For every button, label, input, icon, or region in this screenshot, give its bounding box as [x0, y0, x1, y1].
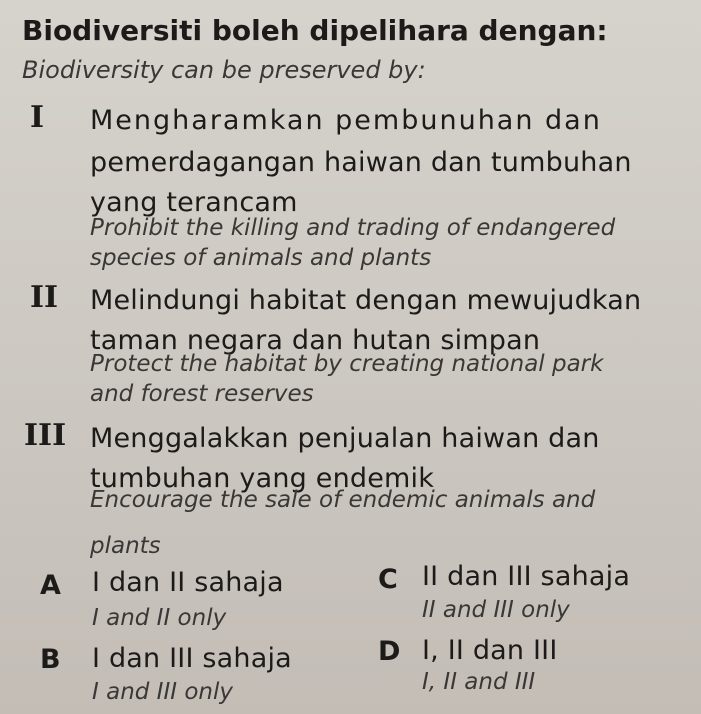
option-b-ms[interactable]: I dan III sahaja: [92, 643, 292, 674]
statement-3-ms-line-1: Menggalakkan penjualan haiwan dan: [90, 423, 600, 454]
statement-numeral-3: III: [24, 418, 67, 453]
option-c-ms[interactable]: II dan III sahaja: [422, 561, 631, 592]
statement-numeral-1: I: [30, 100, 45, 135]
statement-3-en-line-1: Encourage the sale of endemic animals and: [90, 487, 596, 513]
option-a-letter[interactable]: A: [40, 570, 61, 601]
option-b-letter[interactable]: B: [40, 644, 61, 675]
option-d-ms[interactable]: I, II dan III: [422, 635, 558, 666]
statement-numeral-2: II: [30, 280, 59, 315]
statement-1-en-line-2: species of animals and plants: [90, 245, 432, 271]
statement-2-en-line-2: and forest reserves: [90, 381, 314, 407]
statement-1-ms-line-2: pemerdagangan haiwan dan tumbuhan: [90, 147, 632, 178]
option-d-en[interactable]: I, II and III: [422, 669, 536, 695]
option-a-ms[interactable]: I dan II sahaja: [92, 567, 284, 598]
question-title-ms: Biodiversiti boleh dipelihara dengan:: [22, 14, 608, 47]
option-a-en[interactable]: I and II only: [92, 605, 227, 631]
statement-3-ms-line-2: tumbuhan yang endemik: [90, 463, 435, 494]
option-c-letter[interactable]: C: [378, 564, 398, 595]
question-title-en: Biodiversity can be preserved by:: [22, 56, 426, 84]
statement-1-ms-line-1: Mengharamkan pembunuhan dan: [90, 105, 602, 136]
statement-1-en-line-1: Prohibit the killing and trading of endangered: [90, 215, 616, 241]
option-d-letter[interactable]: D: [378, 636, 401, 667]
option-b-en[interactable]: I and III only: [92, 679, 233, 705]
statement-2-ms-line-2: taman negara dan hutan simpan: [90, 325, 541, 356]
statement-2-en-line-1: Protect the habitat by creating national park: [90, 351, 604, 377]
statement-3-en-line-2: plants: [90, 533, 161, 559]
statement-2-ms-line-1: Melindungi habitat dengan mewujudkan: [90, 285, 642, 316]
option-c-en[interactable]: II and III only: [422, 597, 570, 623]
statement-1-ms-line-3: yang terancam: [90, 187, 298, 218]
